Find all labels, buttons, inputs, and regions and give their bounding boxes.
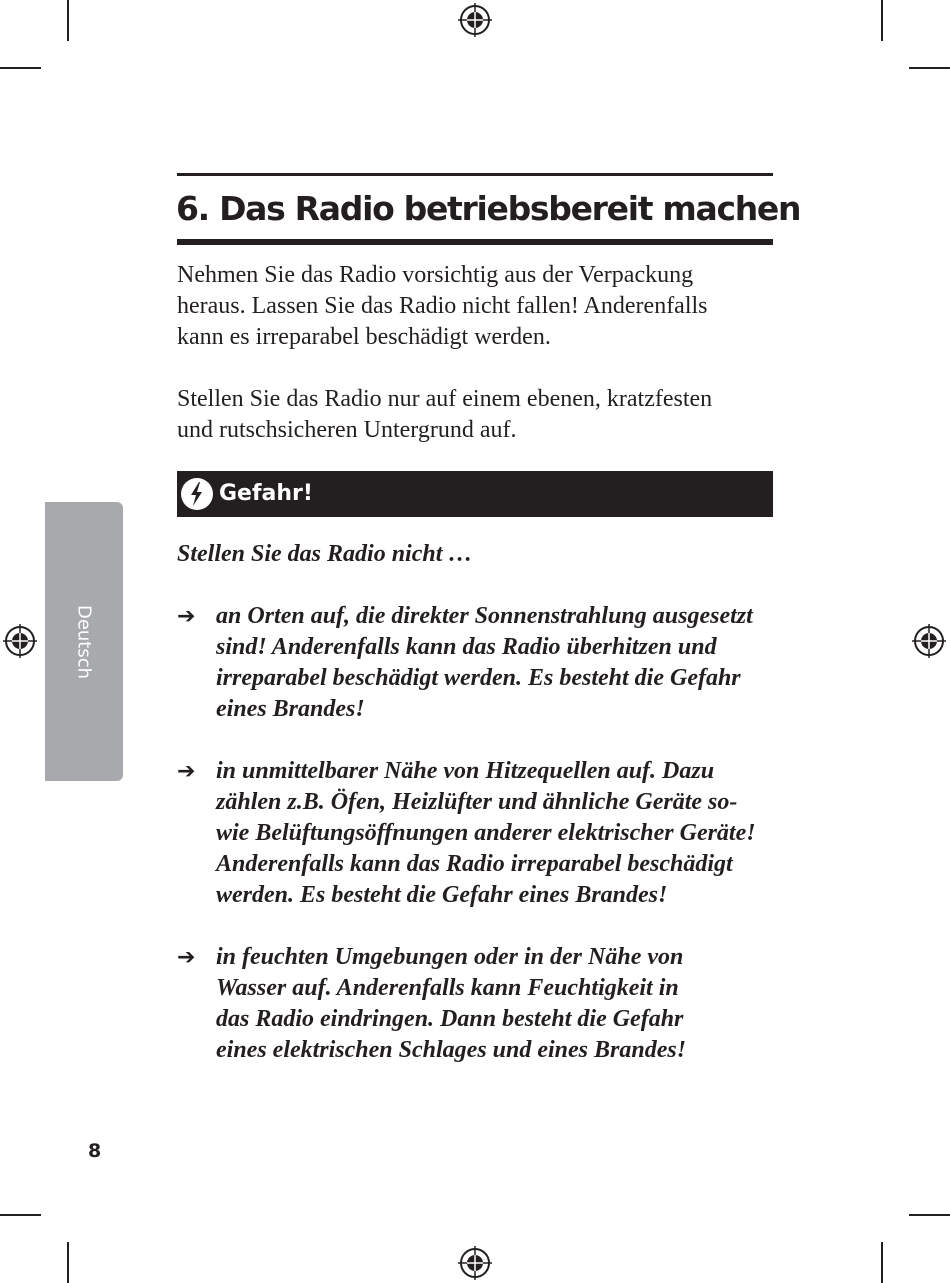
heading-rule-top [177, 173, 773, 176]
arrow-right-icon: ➔ [177, 945, 196, 970]
heading-rule-bottom [177, 239, 773, 245]
registration-mark-icon [458, 1246, 492, 1280]
registration-mark-icon [912, 624, 946, 658]
paragraph: Nehmen Sie das Radio vorsichtig aus der Verpackung heraus. Lassen Sie das Radio nicht fallen! Anderenfalls kann es irreparabel beschädigt werden. [177, 262, 708, 350]
page-number: 8 [88, 1140, 102, 1162]
language-tab [45, 502, 123, 781]
crop-mark-bottom-right [909, 1214, 950, 1216]
danger-label: Gefahr! [219, 481, 313, 506]
paragraph: Stellen Sie das Radio nur auf einem ebenen, kratzfesten und rutschsicheren Untergrund auf. [177, 386, 713, 443]
crop-mark-bottom-right [881, 1242, 883, 1283]
registration-mark-icon [458, 3, 492, 37]
danger-banner [177, 471, 773, 517]
danger-intro: Stellen Sie das Radio nicht … [177, 541, 473, 567]
list-item-text: in unmittelbarer Nähe von Hitzequellen auf. Dazu zählen z.B. Öfen, Heizlüfter und ähnliche Geräte so- wie Belüftungsöffnungen anderer elektrischer Geräte! Anderenfalls kann das Radio irreparabel beschädigt werden. Es besteht die Gefahr eines Brandes! [216, 758, 756, 908]
arrow-right-icon: ➔ [177, 604, 196, 629]
crop-mark-bottom-left [67, 1242, 69, 1283]
crop-mark-top-left [67, 0, 69, 41]
list-item-text: an Orten auf, die direkter Sonnenstrahlung ausgesetzt sind! Anderenfalls kann das Radio überhitzen und irreparabel beschädigt werden. Es besteht die Gefahr eines Brandes! [216, 603, 753, 722]
crop-mark-top-right [909, 67, 950, 69]
list-item-text: in feuchten Umgebungen oder in der Nähe von Wasser auf. Anderenfalls kann Feuchtigkeit in das Radio eindringen. Dann besteht die Gefahr eines elektrischen Schlages und eines Brandes! [216, 944, 687, 1063]
crop-mark-top-left [0, 67, 41, 69]
section-heading: 6. Das Radio betriebsbereit machen [176, 189, 801, 228]
crop-mark-bottom-left [0, 1214, 41, 1216]
arrow-right-icon: ➔ [177, 759, 196, 784]
language-tab-label: Deutsch [73, 604, 95, 680]
crop-mark-top-right [881, 0, 883, 41]
registration-mark-icon [3, 624, 37, 658]
lightning-icon [180, 477, 214, 511]
